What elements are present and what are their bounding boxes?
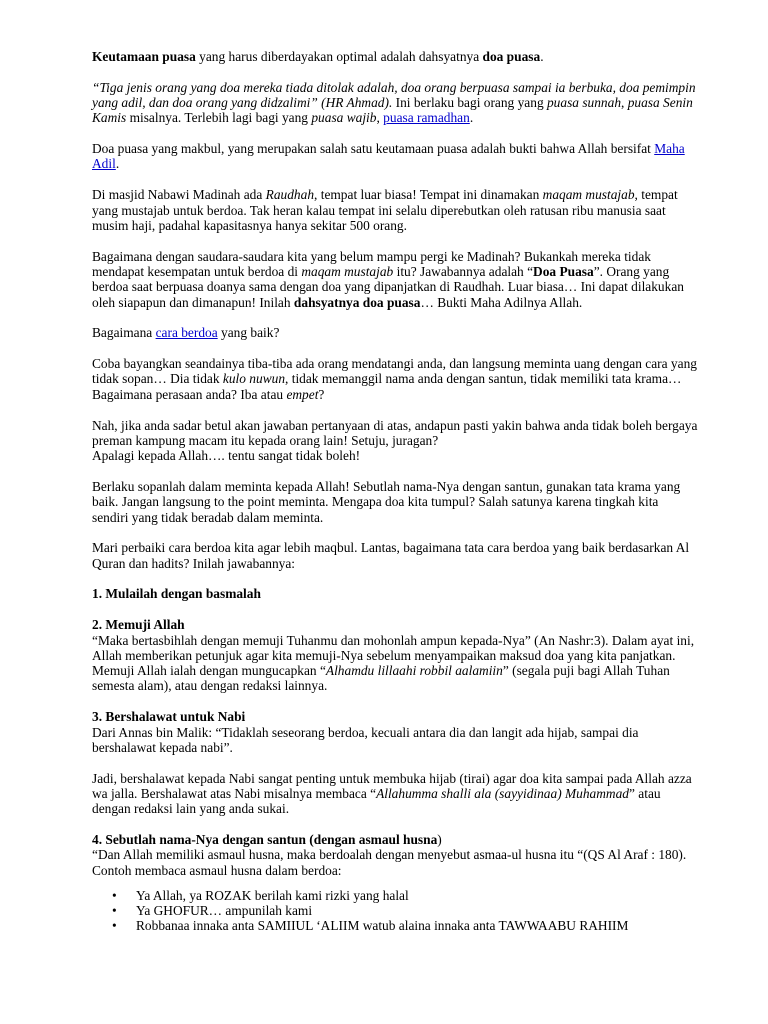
section-heading: 4. Sebutlah nama-Nya dengan santun (dengan asmaul husna [92,831,438,847]
shalawat-paragraph: Jadi, bershalawat kepada Nabi sangat penting untuk membuka hijab (tirai) agar doa kita sampai pada Allah azza wa jalla. Bershalawat atas Nabi misalnya membaca “Allahumma shalli ala (sayyidinaa) Muhammad” atau dengan redaksi lain yang anda sukai. [92,770,692,817]
cara-berdoa-question: Bagaimana cara berdoa yang baik? [92,325,280,341]
section-4: 4. Sebutlah nama-Nya dengan santun (dengan asmaul husna) “Dan Allah memiliki asmaul husna, maka berdoalah dengan menyebut asmaa-ul husna itu “(QS Al Araf : 180). Contoh membaca asmaul husna dalam berdoa: [92,831,687,878]
perbaiki-paragraph: Mari perbaiki cara berdoa kita agar lebih maqbul. Lantas, bagaimana tata cara berdoa yang baik berdasarkan Al Quran dan hadits? Inilah jawabannya: [92,540,690,571]
hadith-quote: “Tiga jenis orang yang doa mereka tiada ditolak adalah, doa orang berpuasa sampai ia berbuka, doa pemimpin yang adil, dan doa orang yang didzalimi” (HR Ahmad). [92,79,696,111]
link-puasa-ramadhan[interactable]: puasa ramadhan [383,110,470,126]
section-heading: 3. Bershalawat untuk Nabi [92,709,246,725]
link-maha-adil[interactable]: Maha Adil [92,141,685,172]
bold-text: Keutamaan puasa [92,49,196,64]
bold-text: doa puasa [482,49,541,64]
list-item: • Ya GHOFUR… ampunilah kami [136,903,698,918]
hadith-paragraph: “Tiga jenis orang yang doa mereka tiada ditolak adalah, doa orang berpuasa sampai ia berbuka, doa pemimpin yang adil, dan doa orang yang didzalimi” (HR Ahmad). Ini berlaku bagi orang yang puasa sunnah, puasa Senin Kamis misalnya. Terlebih lagi bagi yang puasa wajib, puasa ramadhan. [92,79,696,126]
asmaul-husna-list [92,888,698,934]
section-1 [92,586,698,601]
section-3: 3. Bershalawat untuk Nabi Dari Annas bin Malik: “Tidaklah seseorang berdoa, kecuali antara dia dan langit ada hijab, sampai dia bershalawat kepada nabi”. [92,709,639,755]
intro-paragraph: Keutamaan puasa yang harus diberdayakan optimal adalah dahsyatnya doa puasa. [92,49,544,64]
analogy-paragraph: Coba bayangkan seandainya tiba-tiba ada orang mendatangi anda, dan langsung meminta uang dengan cara yang tidak sopan… Dia tidak kulo nuwun, tidak memanggil nama anda dengan santun, tidak memiliki tata krama… Bagaimana perasaan anda? Iba atau empet? [92,356,697,402]
link-cara-berdoa[interactable]: cara berdoa [155,325,218,341]
section-heading: 2. Memuji Allah [92,617,185,633]
maha-adil-paragraph: Doa puasa yang makbul, yang merupakan salah satu keutamaan puasa adalah bukti bahwa Allah bersifat Maha Adil. [92,141,685,172]
sopan-paragraph: Berlaku sopanlah dalam meminta kepada Allah! Sebutlah nama-Nya dengan santun, gunakan tata krama yang baik. Jangan langsung to the point meminta. Mengapa doa kita tumpul? Salah satunya karena tingkah kita sendiri yang tidak beradab dalam meminta. [92,478,681,525]
section-heading: 1. Mulailah dengan basmalah [92,586,261,602]
list-item: • Ya Allah, ya ROZAK berilah kami rizki yang halal [136,888,698,903]
raudhah-paragraph: Di masjid Nabawi Madinah ada Raudhah, tempat luar biasa! Tempat ini dinamakan maqam mustajab, tempat yang mustajab untuk berdoa. Tak heran kalau tempat ini selalu diperebutkan oleh ratusan ribu manusia saat musim haji, padahal kapasitasnya hanya sekitar 500 orang. [92,187,678,233]
section-2: 2. Memuji Allah “Maka bertasbihlah dengan memuji Tuhanmu dan mohonlah ampun kepada-Nya” (An Nashr:3). Dalam ayat ini, Allah memberikan petunjuk agar kita memuji-Nya sebelum menyampaikan maksud doa yang kita panjatkan. Memuji Allah ialah dengan mungucapkan “Alhamdu lillaahi robbil aalamiin” (segala puji bagi Allah Tuhan semesta alam), atau dengan redaksi lainnya. [92,617,695,694]
sadar-paragraph: Nah, jika anda sadar betul akan jawaban pertanyaan di atas, andapun pasti yakin bahwa anda tidak boleh bergaya preman kampung macam itu kepada orang lain! Setuju, juragan? Apalagi kepada Allah…. tentu sangat tidak boleh! [92,417,698,464]
doa-puasa-paragraph: Bagaimana dengan saudara-saudara kita yang belum mampu pergi ke Madinah? Bukankah mereka tidak mendapat kesempatan untuk berdoa di maqam mustajab itu? Jawabannya adalah “Doa Puasa”. Orang yang berdoa saat berpuasa doanya sama dengan doa yang dipanjatkan di Raudhah. Luar biasa… Ini dapat dilakukan oleh siapapun dan dimanapun! Inilah dahsyatnya doa puasa… Bukti Maha Adilnya Allah. [92,248,684,310]
list-item: • Robbanaa innaka anta SAMIIUL ‘ALIIM watub alaina innaka anta TAWWAABU RAHIIM [136,918,698,933]
